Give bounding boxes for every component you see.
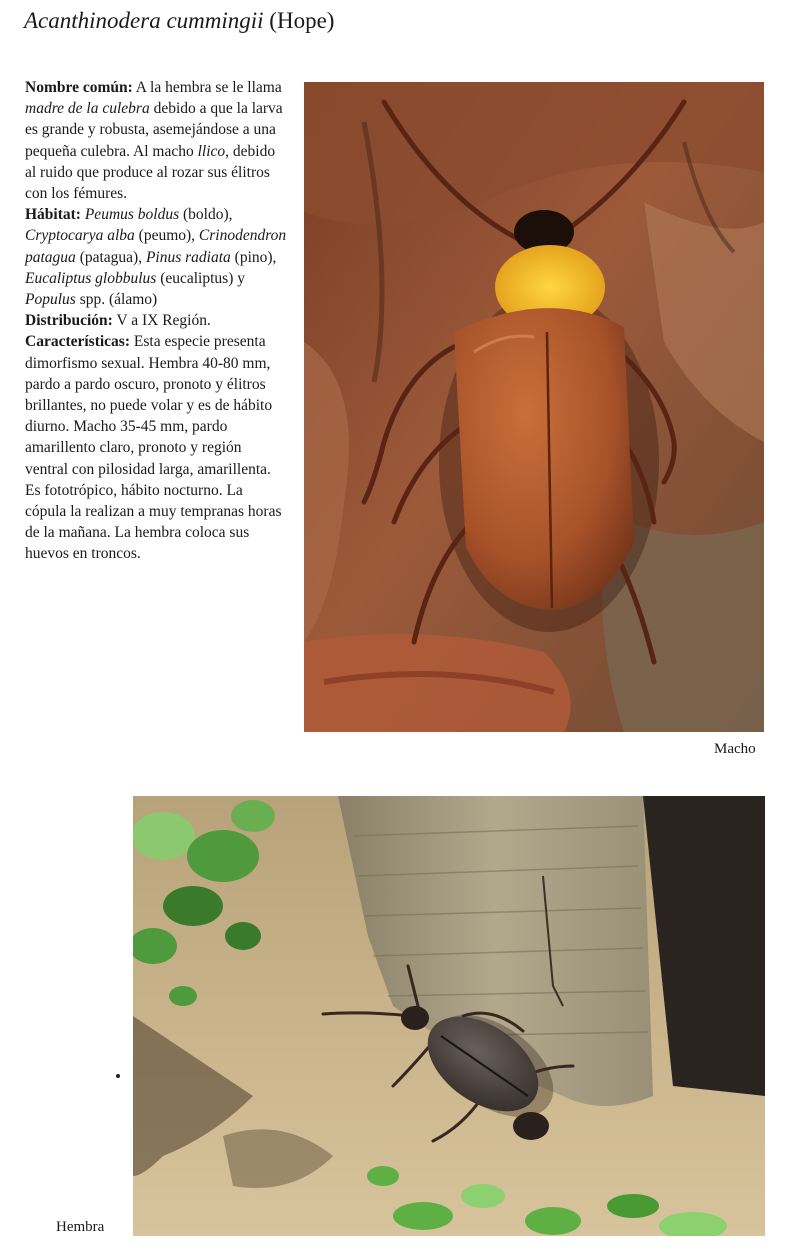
host-species: Eucaliptus globbulus: [25, 269, 157, 287]
female-beetle-photo: [133, 796, 765, 1236]
host-species: Populus: [25, 291, 76, 309]
species-title: [24, 6, 334, 36]
host-species: Cryptocarya alba: [25, 227, 135, 245]
characteristics-label: Características:: [25, 333, 131, 351]
distribution-text: V a IX Región.: [112, 312, 211, 330]
female-caption: Hembra: [56, 1219, 105, 1235]
scientific-name: Acanthinodera cummingii: [24, 8, 264, 33]
male-caption: Macho: [714, 741, 756, 757]
female-common-name: madre de la culebra: [25, 100, 150, 118]
host-species: Peumus boldus: [84, 206, 180, 224]
male-common-name: llico: [197, 142, 226, 160]
common-name-text: , debido al ruido que produce al rozar sus élitros con los fémures.: [25, 142, 276, 203]
habitat-label: Hábitat:: [25, 206, 81, 224]
species-author: (Hope): [269, 8, 335, 33]
male-beetle-photo: [304, 82, 764, 732]
host-species: Pinus radiata: [145, 248, 231, 266]
host-common: (patagua),: [75, 248, 146, 266]
distribution-label: Distribución:: [25, 312, 113, 330]
host-species: Crinodendron patagua: [25, 227, 287, 266]
host-common: (pino),: [230, 248, 277, 266]
characteristics-text: Esta especie presenta dimorfismo sexual. Hembra 40-80 mm, pardo a pardo oscuro, pronoto y élitros brillantes, no puede volar y es de hábito diurno. Macho 35-45 mm, pardo amarillento claro, pronoto y región ventral con pilosidad larga, amarillenta. Es fototrópico, hábito nocturno. La cópula la realizan a muy tempranas horas de la mañana. La hembra coloca sus huevos en troncos.: [25, 333, 282, 563]
common-name-label: Nombre común:: [25, 79, 133, 96]
host-common: (boldo),: [179, 206, 233, 224]
host-common: spp. (álamo): [75, 291, 158, 309]
species-description: [25, 77, 287, 565]
common-name-text: A la hembra se le llama: [132, 79, 282, 96]
host-common: (eucaliptus) y: [156, 269, 245, 287]
page-mark: [116, 1074, 120, 1078]
host-common: (peumo),: [134, 227, 199, 245]
common-name-text: debido a que la larva es grande y robusta, asemejándose a una pequeña culebra. Al macho: [25, 100, 283, 160]
